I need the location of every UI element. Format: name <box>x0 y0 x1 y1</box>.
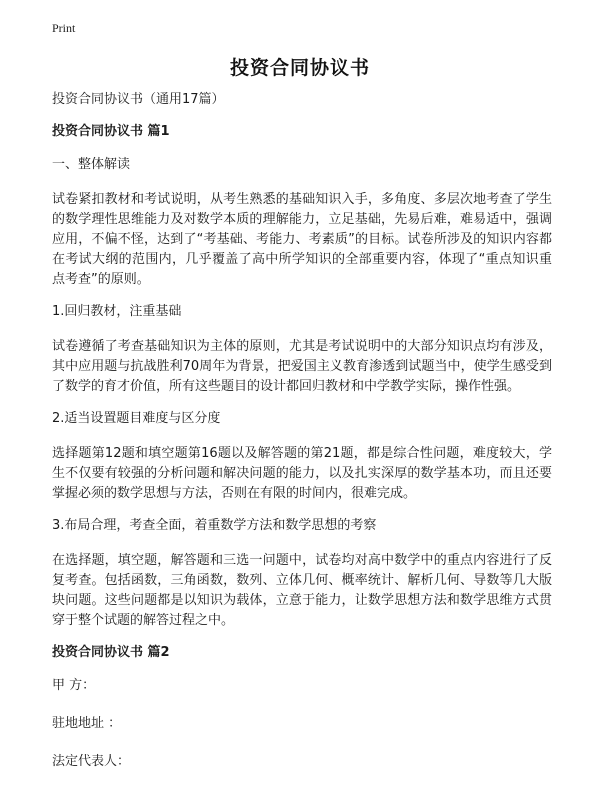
point-2-title: 2.适当设置题目难度与区分度 <box>52 411 221 426</box>
point-3-title: 3.布局合理，考查全面，着重数学方法和数学思想的考察 <box>52 518 377 533</box>
address-field: 驻地地址 ： <box>52 716 122 731</box>
point-1-title: 1.回归教材，注重基础 <box>52 304 182 319</box>
point-3-paragraph: 在选择题，填空题，解答题和三选一问题中，试卷均对高中数学中的重点内容进行了反复考查。包括函数，三角函数，数列、立体几何、概率统计、解析几何、导数等几大版块问题。这些问题都是以知识为载体，立意于能力，让数学思想方法和数学思维方式贯穿于整个试题的解答过程之中。 <box>52 553 552 628</box>
party-a-field: 甲 方： <box>52 678 96 693</box>
section-heading-1: 投资合同协议书 篇1 <box>52 124 170 139</box>
intro-paragraph: 试卷紧扣教材和考试说明，从考生熟悉的基础知识入手，多角度、多层次地考查了学生的数学理性思维能力及对数学本质的理解能力，立足基础，先易后难，难易适中，强调应用，不偏不怪，达到了“考基础、考能力、考素质”的目标。试卷所涉及的知识内容都在考试大纲的范围内，几乎覆盖了高中所学知识的全部重要内容，体现了“重点知识重点考查”的原则。 <box>52 192 552 287</box>
document-title: 投资合同协议书 <box>229 57 370 79</box>
part-title: 一、整体解读 <box>52 157 131 172</box>
point-2-paragraph: 选择题第12题和填空题第16题以及解答题的第21题，都是综合性问题，难度较大，学生不仅要有较强的分析问题和解决问题的能力，以及扎实深厚的数学基本功，而且还要掌握必须的数学思想与方法，否则在有限的时间内，很难完成。 <box>52 446 552 501</box>
legal-representative-field: 法定代表人： <box>52 754 131 769</box>
print-label[interactable]: Print <box>52 21 76 35</box>
point-1-paragraph: 试卷遵循了考查基础知识为主体的原则，尤其是考试说明中的大部分知识点均有涉及，其中应用题与抗战胜利70周年为背景，把爱国主义教育渗透到试题当中，使学生感受到了数学的育才价值，所有这些题目的设计都回归教材和中学教学实际，操作性强。 <box>52 339 552 394</box>
document-subtitle: 投资合同协议书（通用17篇） <box>52 92 225 107</box>
document-body <box>52 92 552 792</box>
section-heading-2: 投资合同协议书 篇2 <box>52 645 170 660</box>
